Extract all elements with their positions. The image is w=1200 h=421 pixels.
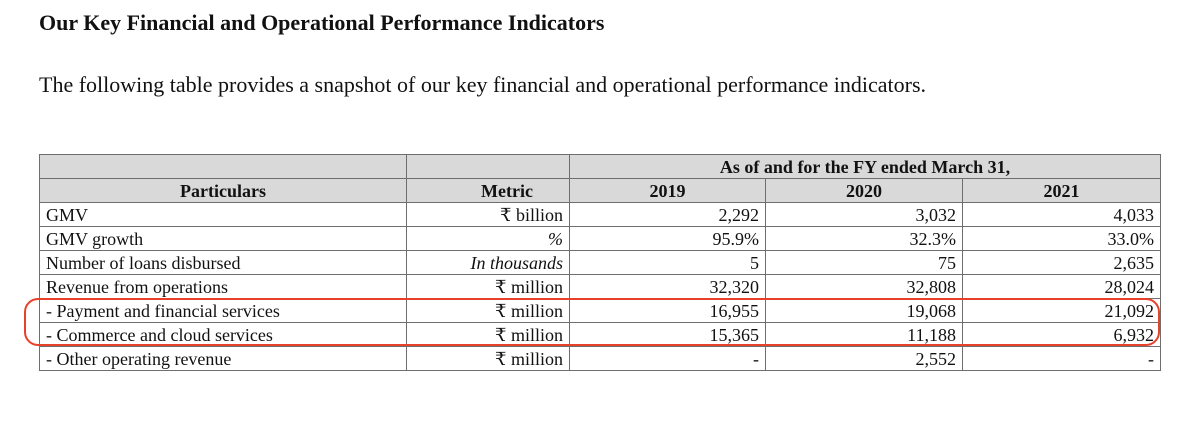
table-row [40, 275, 1161, 299]
particulars-header: Particulars [40, 179, 407, 203]
value-2019: - [570, 347, 766, 371]
kpi-table [39, 154, 1161, 371]
intro-paragraph: The following table provides a snapshot of our key financial and operational performance indicators. [39, 72, 927, 97]
group-header-row [40, 155, 1161, 179]
value-2020: 19,068 [766, 299, 963, 323]
table-row [40, 347, 1161, 371]
value-2020: 75 [766, 251, 963, 275]
year-header-2020: 2020 [766, 179, 963, 203]
value-2021: 28,024 [963, 275, 1161, 299]
value-2020: 11,188 [766, 323, 963, 347]
row-label: - Payment and financial services [40, 299, 407, 323]
column-header-row [40, 179, 1161, 203]
fy-group-header: As of and for the FY ended March 31, [570, 155, 1161, 179]
table-row [40, 323, 1161, 347]
table-row [40, 227, 1161, 251]
value-2020: 32.3% [766, 227, 963, 251]
value-2020: 2,552 [766, 347, 963, 371]
value-2021: 33.0% [963, 227, 1161, 251]
row-metric: ₹ million [407, 323, 570, 347]
table-row [40, 203, 1161, 227]
row-metric: ₹ billion [407, 203, 570, 227]
row-label: Revenue from operations [40, 275, 407, 299]
empty-header-cell [40, 155, 407, 179]
page-heading: Our Key Financial and Operational Performance Indicators [39, 10, 605, 35]
year-header-2019: 2019 [570, 179, 766, 203]
row-label: GMV growth [40, 227, 407, 251]
value-2021: 21,092 [963, 299, 1161, 323]
value-2019: 16,955 [570, 299, 766, 323]
row-metric: In thousands [407, 251, 570, 275]
row-metric: ₹ million [407, 299, 570, 323]
value-2019: 5 [570, 251, 766, 275]
metric-header: Metric [407, 179, 570, 203]
row-metric: % [407, 227, 570, 251]
table-row [40, 299, 1161, 323]
value-2019: 95.9% [570, 227, 766, 251]
value-2020: 32,808 [766, 275, 963, 299]
value-2019: 15,365 [570, 323, 766, 347]
table-row [40, 251, 1161, 275]
value-2021: - [963, 347, 1161, 371]
value-2019: 32,320 [570, 275, 766, 299]
row-label: - Other operating revenue [40, 347, 407, 371]
row-label: - Commerce and cloud services [40, 323, 407, 347]
row-metric: ₹ million [407, 347, 570, 371]
row-label: Number of loans disbursed [40, 251, 407, 275]
empty-header-cell [407, 155, 570, 179]
row-label: GMV [40, 203, 407, 227]
value-2021: 6,932 [963, 323, 1161, 347]
value-2019: 2,292 [570, 203, 766, 227]
value-2021: 4,033 [963, 203, 1161, 227]
row-metric: ₹ million [407, 275, 570, 299]
value-2021: 2,635 [963, 251, 1161, 275]
year-header-2021: 2021 [963, 179, 1161, 203]
value-2020: 3,032 [766, 203, 963, 227]
